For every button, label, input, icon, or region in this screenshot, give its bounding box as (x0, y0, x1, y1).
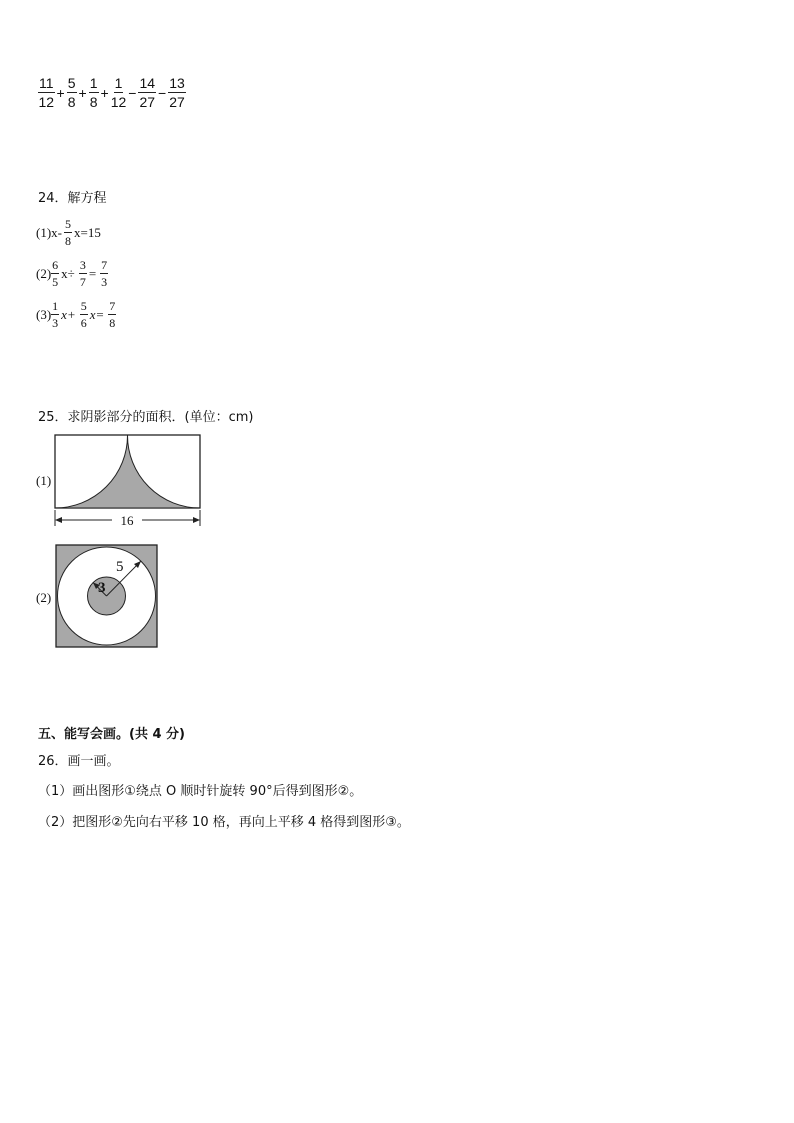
dimension-label: 16 (120, 513, 134, 528)
operator: − (158, 84, 167, 101)
section-5-title: 五、能写会画。(共 4 分) (38, 727, 185, 742)
operator: + (78, 84, 87, 101)
fraction: $\frac{1}{12}$ (110, 75, 127, 110)
figure-1-shaded-cusp (50, 432, 205, 530)
fraction: $\frac{5}{8}$ (65, 217, 71, 248)
fraction: $\frac{14}{27}$ (139, 75, 156, 110)
question-26-item-1: （1）画出图形①绕点 O 顺时针旋转 90°后得到图形②。 (38, 784, 363, 799)
operator: − (128, 84, 137, 101)
question-25-title: 25．求阴影部分的面积．(单位：cm) (38, 410, 254, 425)
equation-1 (36, 218, 101, 247)
fraction: $\frac{5}{6}$ (80, 299, 87, 330)
figure-1-label: (1) (36, 473, 52, 488)
figure-2-label: (2) (36, 590, 52, 605)
equation-rest: x=15 (74, 224, 101, 240)
fraction: $\frac{5}{8}$ (67, 75, 76, 110)
fraction: $\frac{1}{3}$ (52, 299, 59, 330)
operator: + (100, 84, 109, 101)
fraction: $\frac{13}{27}$ (169, 75, 185, 110)
fraction: $\frac{6}{5}$ (52, 258, 59, 289)
equation-3: (3) $\frac{1}{3}$ x+ $\frac{5}{6}$ x= $\frac{7}{8}$ (36, 299, 116, 330)
inner-radius-label: 3 (98, 580, 106, 596)
equation-label: (1)x- (36, 224, 62, 240)
fraction: $\frac{3}{7}$ (79, 258, 86, 289)
outer-radius-label: 5 (116, 559, 124, 575)
equation-label: (3) (36, 306, 52, 322)
fraction: $\frac{7}{3}$ (101, 258, 108, 289)
question-26-title: 26．画一画。 (38, 754, 120, 769)
fraction: $\frac{11}{12}$ (38, 75, 55, 110)
question-24-title: 24．解方程 (38, 191, 107, 206)
equation-2: (2) $\frac{6}{5}$ x÷ $\frac{3}{7}$ = $\frac{7}{3}$ (36, 258, 108, 289)
figure-2-annulus (52, 540, 162, 652)
operator: + (56, 84, 65, 101)
question-26-item-2: （2）把图形②先向右平移 10 格，再向上平移 4 格得到图形③。 (38, 815, 410, 830)
fraction: $\frac{7}{8}$ (109, 299, 116, 330)
equation-label: (2) (36, 265, 52, 281)
fraction-expression (38, 76, 186, 109)
fraction: $\frac{1}{8}$ (89, 75, 98, 110)
